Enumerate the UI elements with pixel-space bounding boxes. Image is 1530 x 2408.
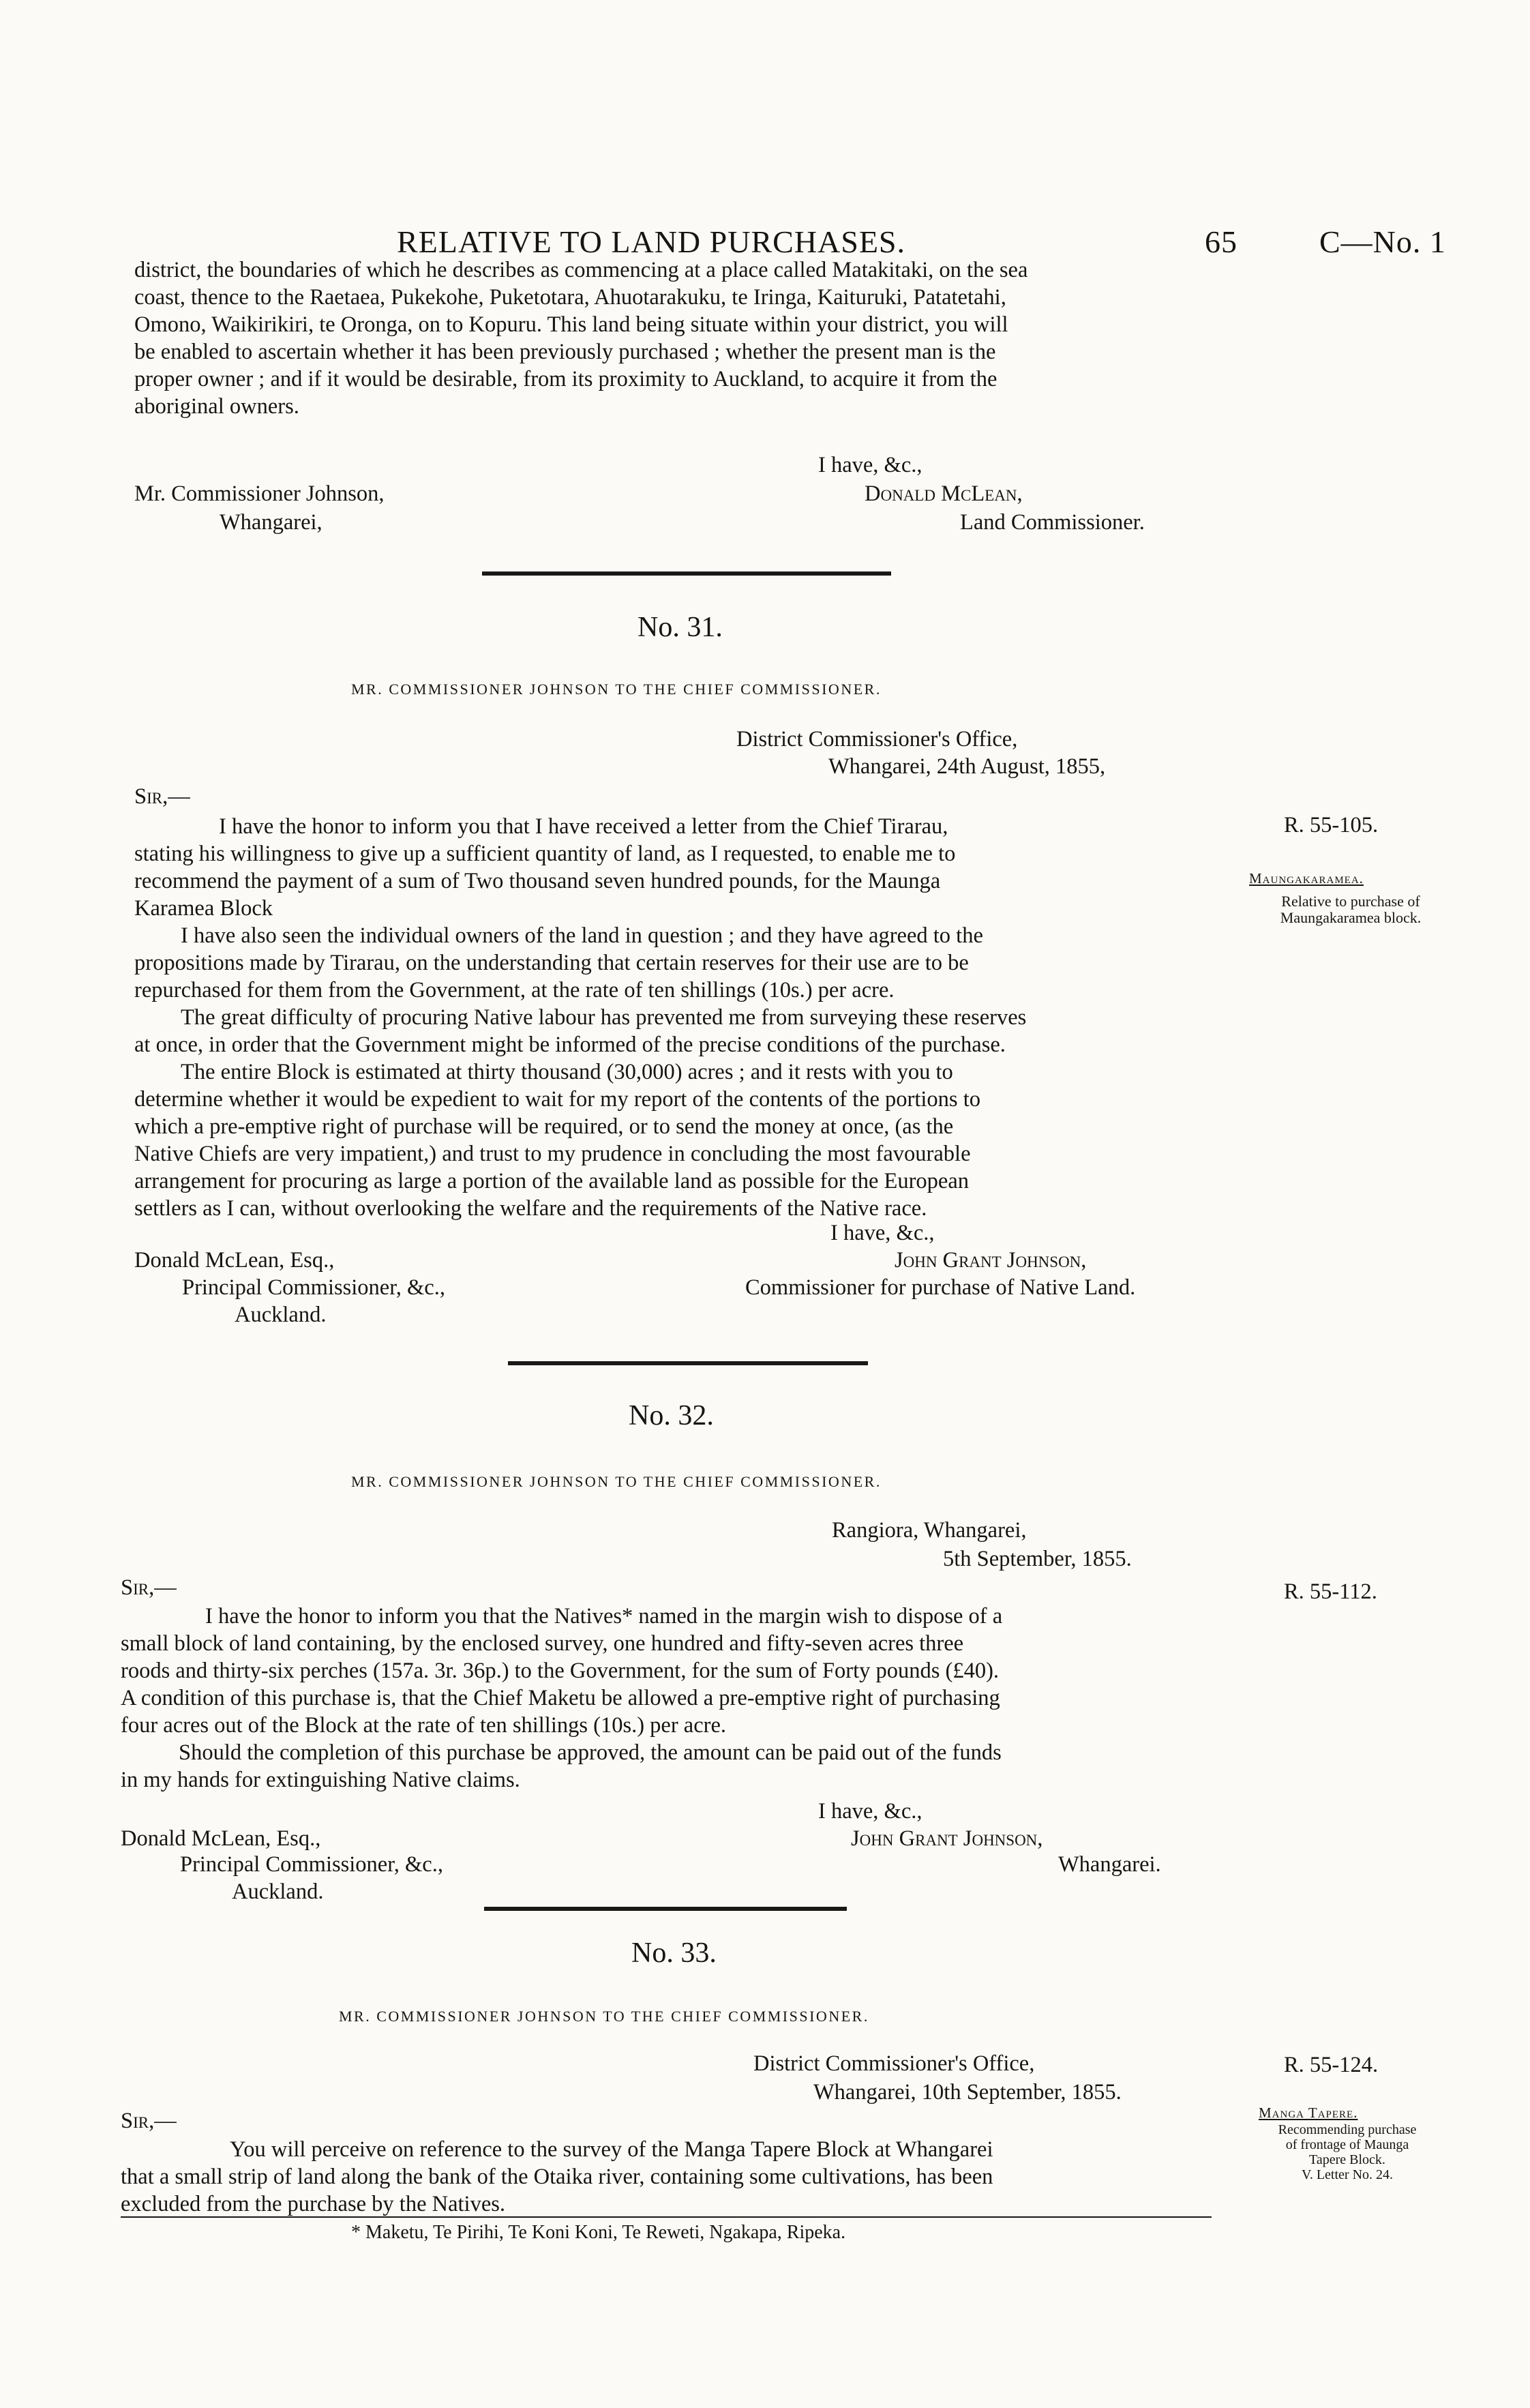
salutation: Sir,— [134,784,190,809]
body-line: in my hands for extinguishing Native claims. [121,1768,520,1792]
addressee: Principal Commissioner, &c., [180,1852,443,1877]
body-line: I have also seen the individual owners of the land in question ; and they have agreed to the [181,923,983,948]
body-line: propositions made by Tirarau, on the understanding that certain reserves for their use are to be [134,951,969,975]
letter-place: District Commissioner's Office, [753,2051,1035,2076]
signature-title: Whangarei. [1058,1852,1161,1877]
signature: John Grant Johnson, [851,1826,1043,1851]
letter-number: No. 33. [631,1937,717,1969]
footnote-divider [121,2216,1212,2218]
margin-note-line: Tapere Block. [1309,2152,1385,2167]
margin-note-line: Recommending purchase [1278,2122,1417,2137]
margin-note-line: Maungakaramea block. [1280,909,1422,926]
margin-title: Maungakaramea. [1249,870,1364,887]
body-line: excluded from the purchase by the Natives. [121,2192,506,2216]
addressee: Mr. Commissioner Johnson, [134,481,385,506]
body-line: settlers as I can, without overlooking the welfare and the requirements of the Native race. [134,1196,927,1221]
letter-number: No. 32. [629,1400,714,1431]
closing: I have, &c., [818,1799,922,1824]
salutation: Sir,— [121,1575,177,1600]
body-line: Native Chiefs are very impatient,) and trust to my prudence in concluding the most favourable [134,1142,971,1166]
signature: Donald McLean, [865,481,1023,506]
margin-title: Manga Tapere. [1259,2105,1358,2121]
signature-title: Land Commissioner. [960,510,1145,535]
body-line: four acres out of the Block at the rate of ten shillings (10s.) per acre. [121,1713,727,1738]
addressee: Donald McLean, Esq., [134,1248,335,1273]
section-divider [484,1907,847,1911]
letter-place: District Commissioner's Office, [736,727,1018,752]
addressee: Auckland. [232,1879,324,1904]
body-line: Omono, Waikirikiri, te Oronga, on to Kopuru. This land being situate within your district, you will [134,312,1008,337]
body-line: You will perceive on reference to the survey of the Manga Tapere Block at Whangarei [230,2137,993,2162]
addressee: Whangarei, [220,510,322,535]
body-line: which a pre-emptive right of purchase will be required, or to send the money at once, (as the [134,1114,954,1139]
body-line: Karamea Block [134,896,273,921]
margin-reference: R. 55-124. [1284,2053,1379,2077]
body-line: proper owner ; and if it would be desirable, from its proximity to Auckland, to acquire it from the [134,367,997,391]
margin-note [1245,893,1456,926]
letter-date: 5th September, 1855. [943,1547,1132,1571]
body-line: recommend the payment of a sum of Two thousand seven hundred pounds, for the Maunga [134,869,941,893]
letter-33-body [121,2136,1236,2218]
letter-number: No. 31. [638,612,723,643]
letter-32-body [121,1603,1243,1794]
footnote: * Maketu, Te Pirihi, Te Koni Koni, Te Reweti, Ngakapa, Ripeka. [351,2222,846,2243]
body-line: I have the honor to inform you that I have received a letter from the Chief Tirarau, [219,814,948,839]
letter-caption: MR. COMMISSIONER JOHNSON TO THE CHIEF COMMISSIONER. [351,681,882,698]
letter-caption: MR. COMMISSIONER JOHNSON TO THE CHIEF COMMISSIONER. [351,1473,882,1490]
body-line: at once, in order that the Government might be informed of the precise conditions of the purchase. [134,1032,1006,1057]
margin-note-line: of frontage of Maunga [1285,2137,1409,2152]
letter-date: Whangarei, 24th August, 1855, [828,754,1106,779]
letter-place: Rangiora, Whangarei, [832,1518,1027,1543]
page-number: 65 [1205,224,1238,259]
body-line: aboriginal owners. [134,394,299,419]
body-line: roods and thirty-six perches (157a. 3r. 36p.) to the Government, for the sum of Forty pounds (£40). [121,1659,1000,1683]
margin-reference: R. 55-112. [1284,1579,1377,1604]
letter-31-body [134,813,1243,1222]
body-line: stating his willingness to give up a sufficient quantity of land, as I requested, to enable me to [134,842,956,866]
signature: John Grant Johnson, [895,1248,1087,1273]
section-divider [482,571,891,576]
addressee: Auckland. [235,1303,327,1327]
paper-id: C—No. 1 [1319,224,1446,259]
addressee: Donald McLean, Esq., [121,1826,321,1851]
body-line: district, the boundaries of which he describes as commencing at a place called Matakitaki, on the sea [134,258,1028,282]
body-line: be enabled to ascertain whether it has been previously purchased ; whether the present man is the [134,340,996,364]
body-line: arrangement for procuring as large a portion of the available land as possible for the European [134,1169,970,1193]
closing: I have, &c., [830,1221,935,1245]
running-title: RELATIVE TO LAND PURCHASES. [397,224,906,259]
salutation: Sir,— [121,2109,177,2133]
body-line: repurchased for them from the Government, at the rate of ten shillings (10s.) per acre. [134,978,895,1002]
letter-30-body [134,256,1243,420]
body-line: coast, thence to the Raetaea, Pukekohe, Puketotara, Ahuotarakuku, te Iringa, Kaituruki, Patatetahi, [134,285,1006,310]
body-line: The entire Block is estimated at thirty thousand (30,000) acres ; and it rests with you to [181,1060,953,1084]
body-line: I have the honor to inform you that the Natives* named in the margin wish to dispose of a [205,1604,1003,1629]
body-line: determine whether it would be expedient to wait for my report of the contents of the portions to [134,1087,980,1112]
body-line: Should the completion of this purchase be approved, the amount can be paid out of the funds [179,1740,1002,1765]
signature-title: Commissioner for purchase of Native Land. [745,1275,1136,1300]
body-line: The great difficulty of procuring Native labour has prevented me from surveying these reserves [181,1005,1027,1030]
body-line: small block of land containing, by the enclosed survey, one hundred and fifty-seven acres three [121,1631,964,1656]
body-line: A condition of this purchase is, that the Chief Maketu be allowed a pre-emptive right of purchasing [121,1686,1000,1710]
section-divider [508,1361,868,1365]
margin-note-line: V. Letter No. 24. [1301,2167,1394,2182]
letter-date: Whangarei, 10th September, 1855. [813,2080,1122,2105]
closing: I have, &c., [818,453,922,477]
letter-caption: MR. COMMISSIONER JOHNSON TO THE CHIEF COMMISSIONER. [339,2008,869,2025]
margin-reference: R. 55-105. [1284,813,1379,837]
margin-note [1231,2122,1463,2182]
body-line: that a small strip of land along the bank of the Otaika river, containing some cultivations, has been [121,2165,993,2189]
addressee: Principal Commissioner, &c., [182,1275,445,1300]
margin-note-line: Relative to purchase of [1281,893,1420,910]
